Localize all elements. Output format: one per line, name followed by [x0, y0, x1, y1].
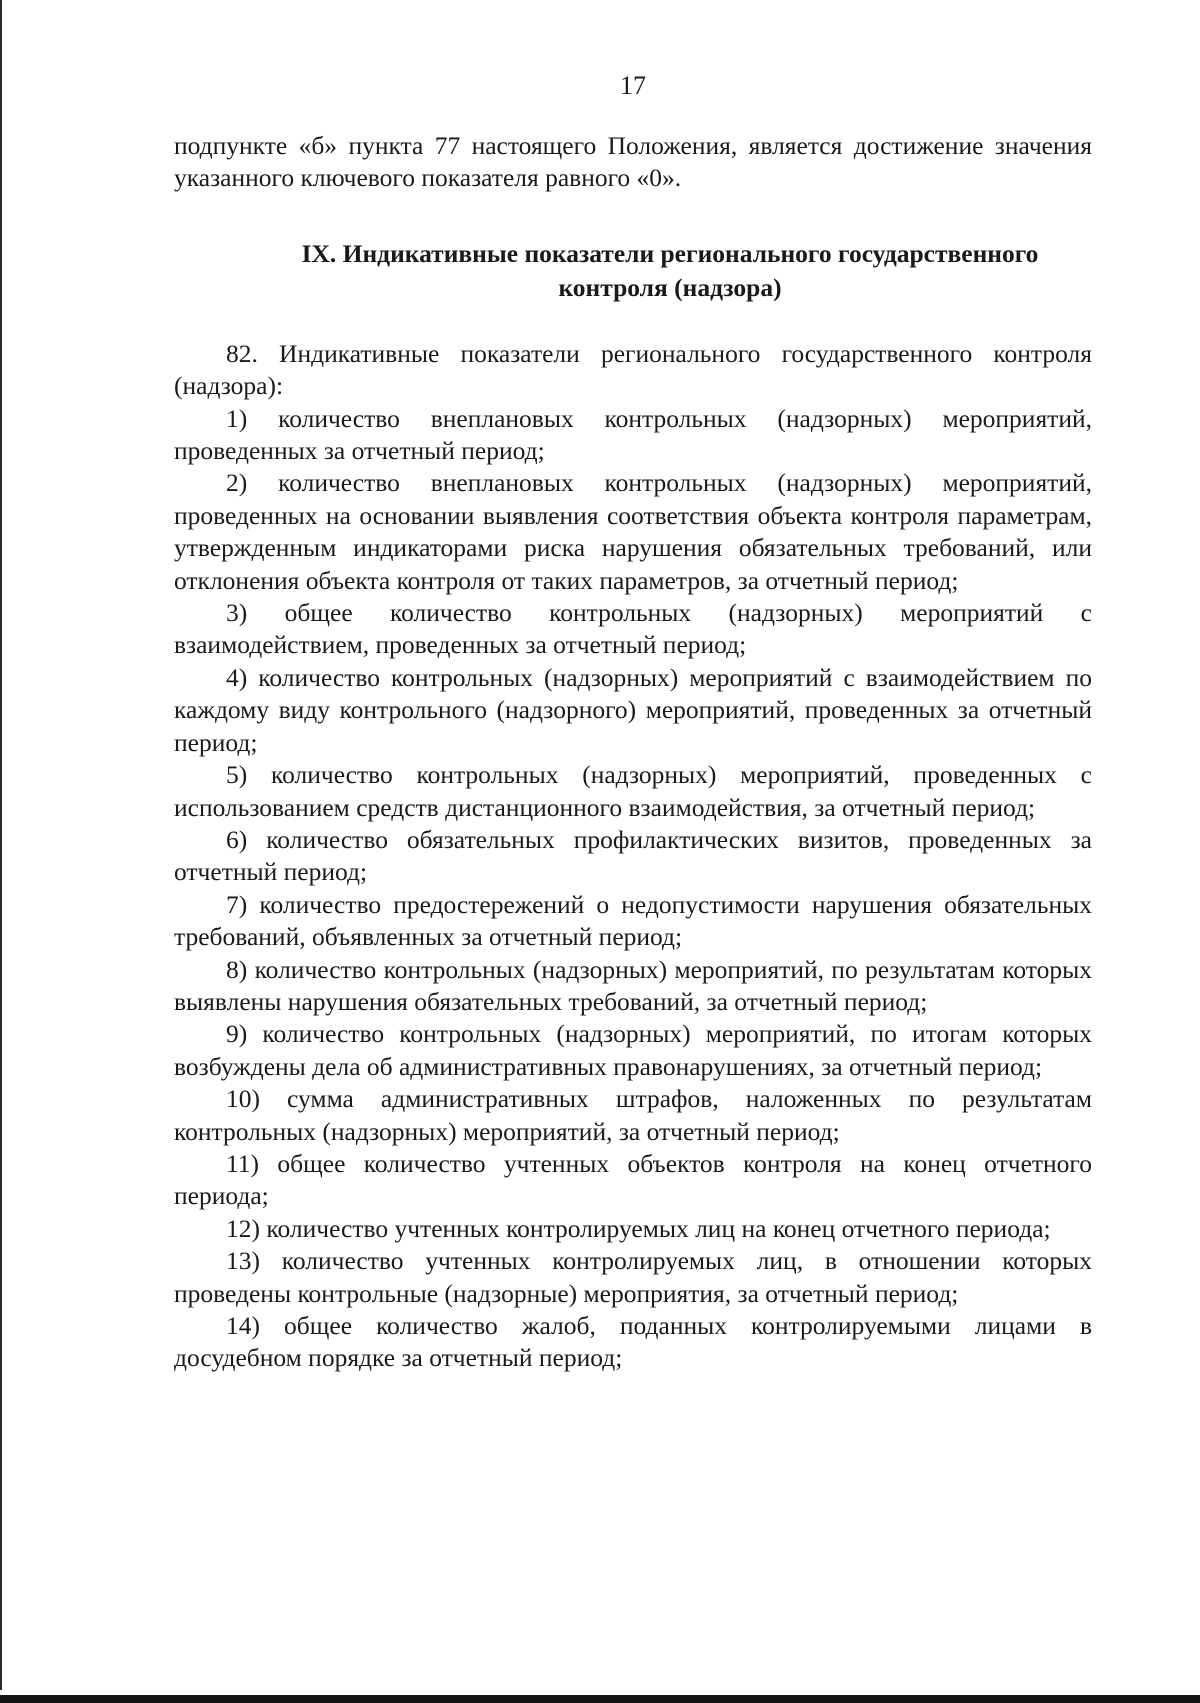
indicator-item: 14) общее количество жалоб, поданных контролируемыми лицами в досудебном порядке за отчетный период; — [174, 1311, 1092, 1373]
indicator-item: 6) количество обязательных профилактических визитов, проведенных за отчетный период; — [174, 824, 1092, 887]
indicator-item: 8) количество контрольных (надзорных) мероприятий, по результатам которых выявлены нарушения обязательных требований, за отчетный период; — [174, 954, 1092, 1016]
indicator-item: 11) общее количество учтенных объектов контроля на конец отчетного периода; — [174, 1148, 1092, 1211]
indicator-item: 12) количество учтенных контролируемых лиц на конец отчетного периода; — [226, 1213, 1051, 1243]
scan-bottom-edge — [0, 1695, 1200, 1703]
intro-paragraph: подпункте «б» пункта 77 настоящего Положения, является достижение значения указанного ключевого показателя равного «0». — [174, 131, 1092, 193]
scan-left-edge — [0, 0, 2, 1690]
indicator-item: 7) количество предостережений о недопустимости нарушения обязательных требований, объявленных за отчетный период; — [174, 889, 1092, 952]
page-number: 17 — [620, 71, 646, 100]
indicator-item: 10) сумма административных штрафов, наложенных по результатам контрольных (надзорных) мероприятий, за отчетный период; — [174, 1084, 1092, 1146]
indicator-item: 5) количество контрольных (надзорных) мероприятий, проведенных с использованием средств дистанционного взаимодействия, за отчетный период; — [174, 760, 1092, 822]
indicator-item: 2) количество внеплановых контрольных (надзорных) мероприятий, проведенных на основании выявления соответствия объекта контроля параметрам, утвержденным индикаторами риска нарушения обязательных требований, или отклонения объекта контроля от таких параметров, за отчетный период; — [174, 468, 1092, 595]
clause-lead: 82. Индикативные показатели регионального государственного контроля (надзора): — [174, 338, 1092, 401]
section-heading: IX. Индикативные показатели регионального государственного контроля (надзора) — [301, 238, 1039, 302]
indicator-item: 13) количество учтенных контролируемых лиц, в отношении которых проведены контрольные (надзорные) мероприятия, за отчетный период; — [174, 1246, 1092, 1308]
indicator-item: 9) количество контрольных (надзорных) мероприятий, по итогам которых возбуждены дела об административных правонарушениях, за отчетный период; — [174, 1019, 1092, 1081]
document-body — [174, 130, 1092, 1375]
indicator-item: 3) общее количество контрольных (надзорных) мероприятий с взаимодействием, проведенных за отчетный период; — [174, 598, 1092, 660]
indicator-item: 1) количество внеплановых контрольных (надзорных) мероприятий, проведенных за отчетный период; — [174, 403, 1092, 466]
indicator-list — [174, 403, 1092, 1375]
indicator-item: 4) количество контрольных (надзорных) мероприятий с взаимодействием по каждому виду контрольного (надзорного) мероприятий, проведенных за отчетный период; — [174, 662, 1092, 757]
